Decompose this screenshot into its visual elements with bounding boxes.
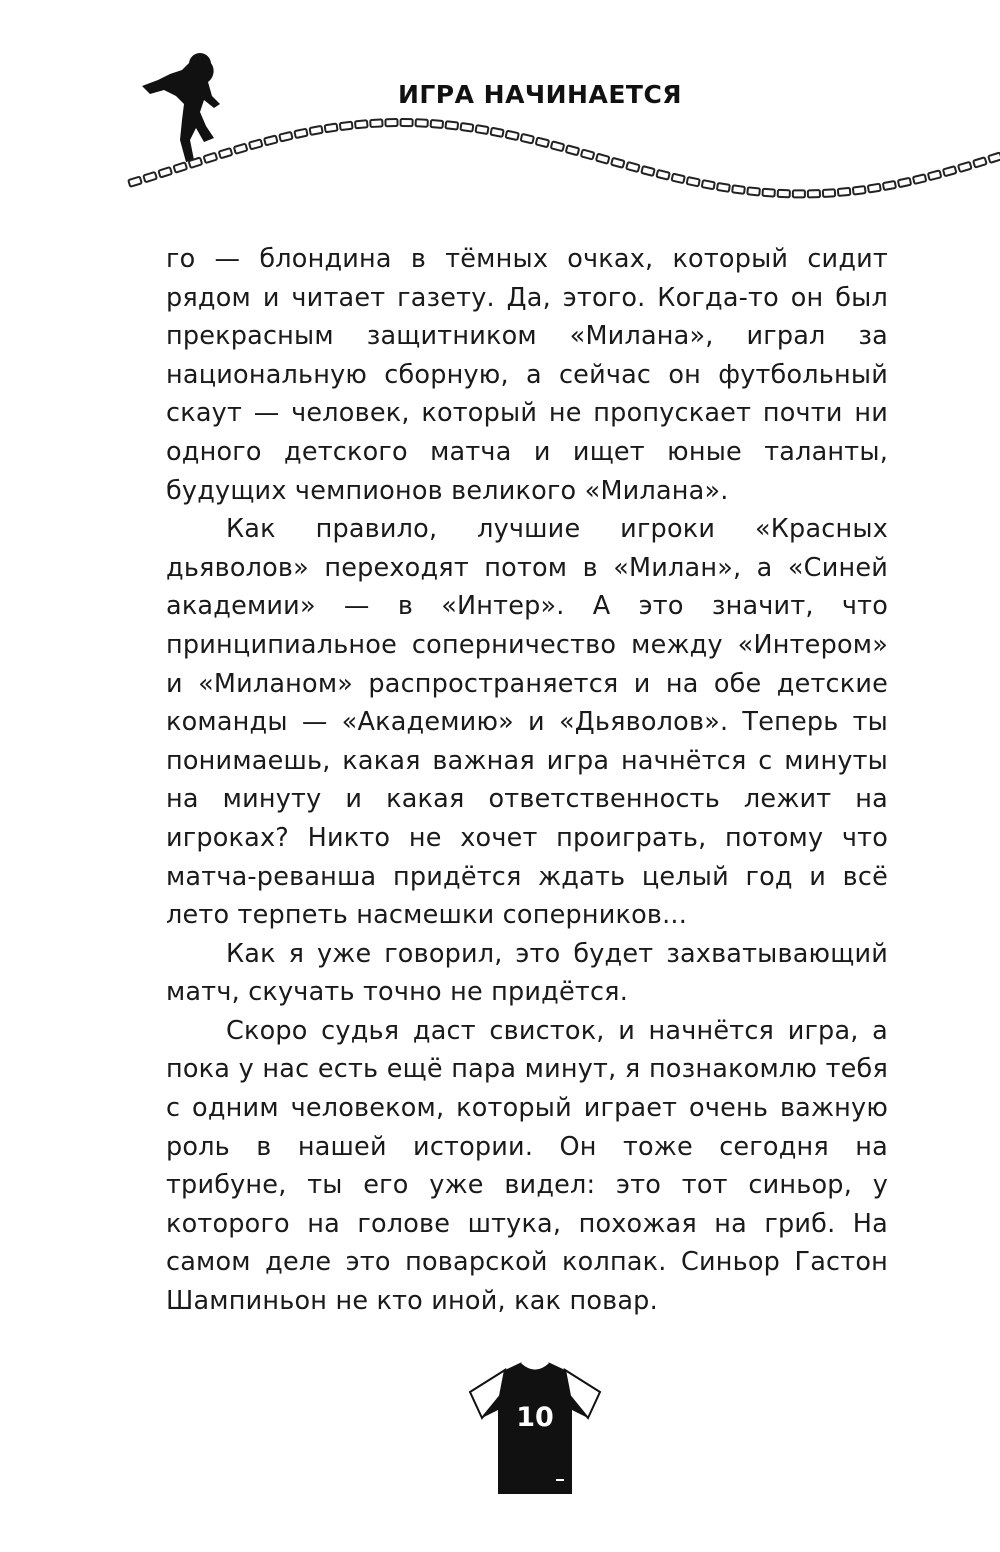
ticket-mark xyxy=(143,172,157,182)
header-decoration xyxy=(0,0,1000,230)
ticket-mark xyxy=(717,183,730,192)
ticket-mark xyxy=(928,170,941,180)
ticket-mark xyxy=(943,166,956,176)
ticket-mark xyxy=(279,132,292,142)
ticket-mark xyxy=(581,150,594,160)
ticket-mark xyxy=(370,119,382,127)
ticket-mark xyxy=(401,119,413,126)
ticket-mark xyxy=(355,120,368,128)
ticket-mark xyxy=(158,167,172,177)
ticket-mark xyxy=(204,153,218,163)
ticket-mark xyxy=(174,162,188,172)
ticket-mark xyxy=(521,134,534,144)
chapter-title: ИГРА НАЧИНАЕТСЯ xyxy=(397,80,683,109)
ticket-mark xyxy=(294,129,307,138)
ticket-mark xyxy=(310,126,323,135)
ticket-mark xyxy=(491,128,504,137)
running-player-silhouette-icon xyxy=(142,53,220,162)
ticket-mark xyxy=(249,139,262,149)
ticket-mark xyxy=(762,189,774,197)
ticket-mark xyxy=(234,144,247,154)
ticket-mark xyxy=(264,136,277,146)
ticket-mark xyxy=(808,190,820,197)
ticket-mark xyxy=(551,141,564,151)
page-number: 10 xyxy=(516,1402,554,1433)
ticket-mark xyxy=(641,166,654,176)
ticket-mark xyxy=(385,119,397,126)
ticket-mark xyxy=(778,190,790,197)
ticket-mark xyxy=(611,158,624,168)
ticket-mark xyxy=(988,153,1000,163)
ticket-mark xyxy=(883,181,896,190)
ticket-mark xyxy=(702,180,715,189)
ticket-mark xyxy=(431,120,444,128)
ticket-mark xyxy=(656,170,669,180)
ticket-mark xyxy=(566,145,579,155)
ticket-mark xyxy=(973,157,987,167)
ticket-mark xyxy=(325,124,338,133)
ticket-mark xyxy=(416,119,428,127)
ticket-mark xyxy=(958,162,971,172)
paragraph: Как я уже говорил, это будет захватывающий матч, скучать точно не придётся. xyxy=(166,938,888,1008)
ticket-mark xyxy=(476,125,489,134)
ticket-mark xyxy=(732,185,745,194)
ticket-mark xyxy=(868,184,881,193)
ticket-mark xyxy=(340,122,353,130)
ticket-mark xyxy=(596,154,609,164)
ticket-mark xyxy=(838,188,851,196)
ticket-mark xyxy=(128,177,142,187)
ticket-mark xyxy=(913,174,926,184)
ticket-mark xyxy=(823,189,835,197)
wavy-ticket-line xyxy=(128,119,1000,197)
paragraph: Скоро судья даст свисток, и начнётся игра, а пока у нас есть ещё пара минут, я познакомлю тебя с одним человеком, который играет очень важную роль в нашей истории. Он тоже сегодня на трибуне, ты его уже видел: это тот синьор, у которого на голове штука, похожая на гриб. На самом деле это поварской колпак. Синьор Гастон Шампиньон не кто иной, как повар. xyxy=(166,1015,888,1317)
ticket-mark xyxy=(460,123,473,132)
ticket-mark xyxy=(687,177,700,186)
ticket-mark xyxy=(672,174,685,184)
ticket-mark xyxy=(747,187,760,195)
ticket-mark xyxy=(506,131,519,140)
ticket-mark xyxy=(793,190,805,197)
ticket-mark xyxy=(445,121,458,129)
ticket-mark xyxy=(853,186,866,194)
paragraph: Как правило, лучшие игроки «Красных дьяволов» переходят потом в «Милан», а «Синей академии» — в «Интер». А это значит, что принципиальное соперничество между «Интером» и «Миланом» распространяется и на обе детские команды — «Академию» и «Дьяволов». Теперь ты понимаешь, какая важная игра начнётся с минуты на минуту и какая ответственность лежит на игроках? Никто не хочет проиграть, потому что матча-реванша придётся ждать целый год и всё лето терпеть насмешки соперников... xyxy=(166,514,888,931)
ticket-mark xyxy=(626,162,639,172)
ticket-mark xyxy=(898,178,911,187)
paragraph: го — блондина в тёмных очках, который сидит рядом и читает газету. Да, этого. Когда-то он был прекрасным защитником «Милана», играл за национальную сборную, а сейчас он футбольный скаут — человек, который не пропускает почти ни одного детского матча и ищет юные таланты, будущих чемпионов великого «Милана». xyxy=(166,244,888,506)
ticket-mark xyxy=(219,148,233,158)
ticket-mark xyxy=(536,138,549,148)
page-body-text xyxy=(166,240,888,1321)
